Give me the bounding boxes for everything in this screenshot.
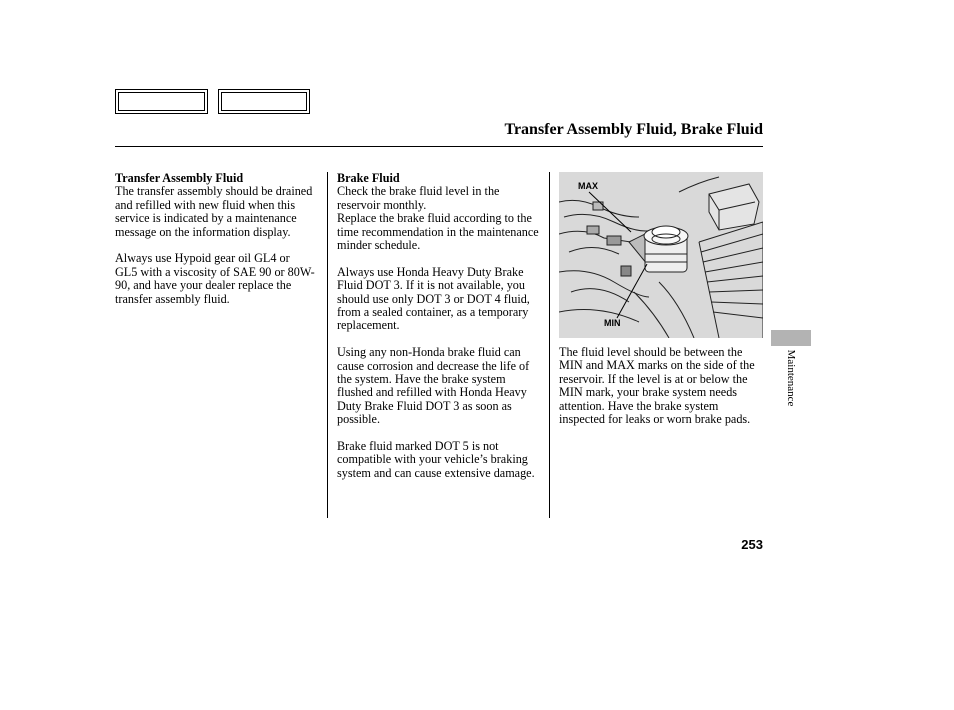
transfer-fluid-heading: Transfer Assembly Fluid: [115, 171, 244, 185]
min-mark-label: MIN: [604, 318, 621, 328]
title-divider: [115, 146, 763, 147]
page-number: 253: [741, 537, 763, 552]
brake-fluid-paragraph-2: Replace the brake fluid according to the time recommendation in the maintenance minder schedule.: [337, 211, 539, 253]
column-divider: [327, 172, 328, 518]
button-inner-frame: [118, 92, 205, 111]
brake-fluid-paragraph-5: Brake fluid marked DOT 5 is not compatible with your vehicle’s braking system and can cause extensive damage.: [337, 439, 535, 480]
brake-fluid-column: [337, 172, 542, 494]
transfer-fluid-column: [115, 172, 315, 319]
figure-caption-column: [559, 346, 764, 440]
button-inner-frame: [221, 92, 307, 111]
page-title: Transfer Assembly Fluid, Brake Fluid: [504, 121, 763, 138]
previous-page-button[interactable]: [115, 89, 208, 114]
brake-fluid-heading: Brake Fluid: [337, 171, 400, 185]
engine-bay-drawing: [559, 172, 763, 338]
section-tab-label: Maintenance: [785, 349, 797, 407]
transfer-fluid-paragraph-1: The transfer assembly should be drained and refilled with new fluid when this service is indicated by a maintenance message on the information display.: [115, 184, 313, 239]
brake-fluid-paragraph-3: Always use Honda Heavy Duty Brake Fluid DOT 3. If it is not available, you should use only DOT 3 or DOT 4 fluid, from a sealed container, as a temporary replacement.: [337, 264, 530, 333]
transfer-fluid-paragraph-2: Always use Hypoid gear oil GL4 or GL5 with a viscosity of SAE 90 or 80W-90, and have your dealer replace the transfer assembly fluid.: [115, 251, 315, 306]
figure-caption: The fluid level should be between the MIN and MAX marks on the side of the reservoir. If the level is at or below the MIN mark, your brake system needs attention. Have the brake system inspected for leaks or worn brake pads.: [559, 345, 755, 427]
max-mark-label: MAX: [578, 181, 598, 191]
column-divider: [549, 172, 550, 518]
brake-fluid-paragraph-4: Using any non-Honda brake fluid can cause corrosion and decrease the life of the system. Have the brake system flushed and refilled with Honda Heavy Duty Brake Fluid DOT 3 as soon as possible.: [337, 345, 530, 427]
section-tab[interactable]: [771, 330, 811, 346]
brake-reservoir-illustration: [559, 172, 763, 338]
next-page-button[interactable]: [218, 89, 310, 114]
brake-fluid-paragraph-1: Check the brake fluid level in the reservoir monthly.: [337, 184, 500, 212]
